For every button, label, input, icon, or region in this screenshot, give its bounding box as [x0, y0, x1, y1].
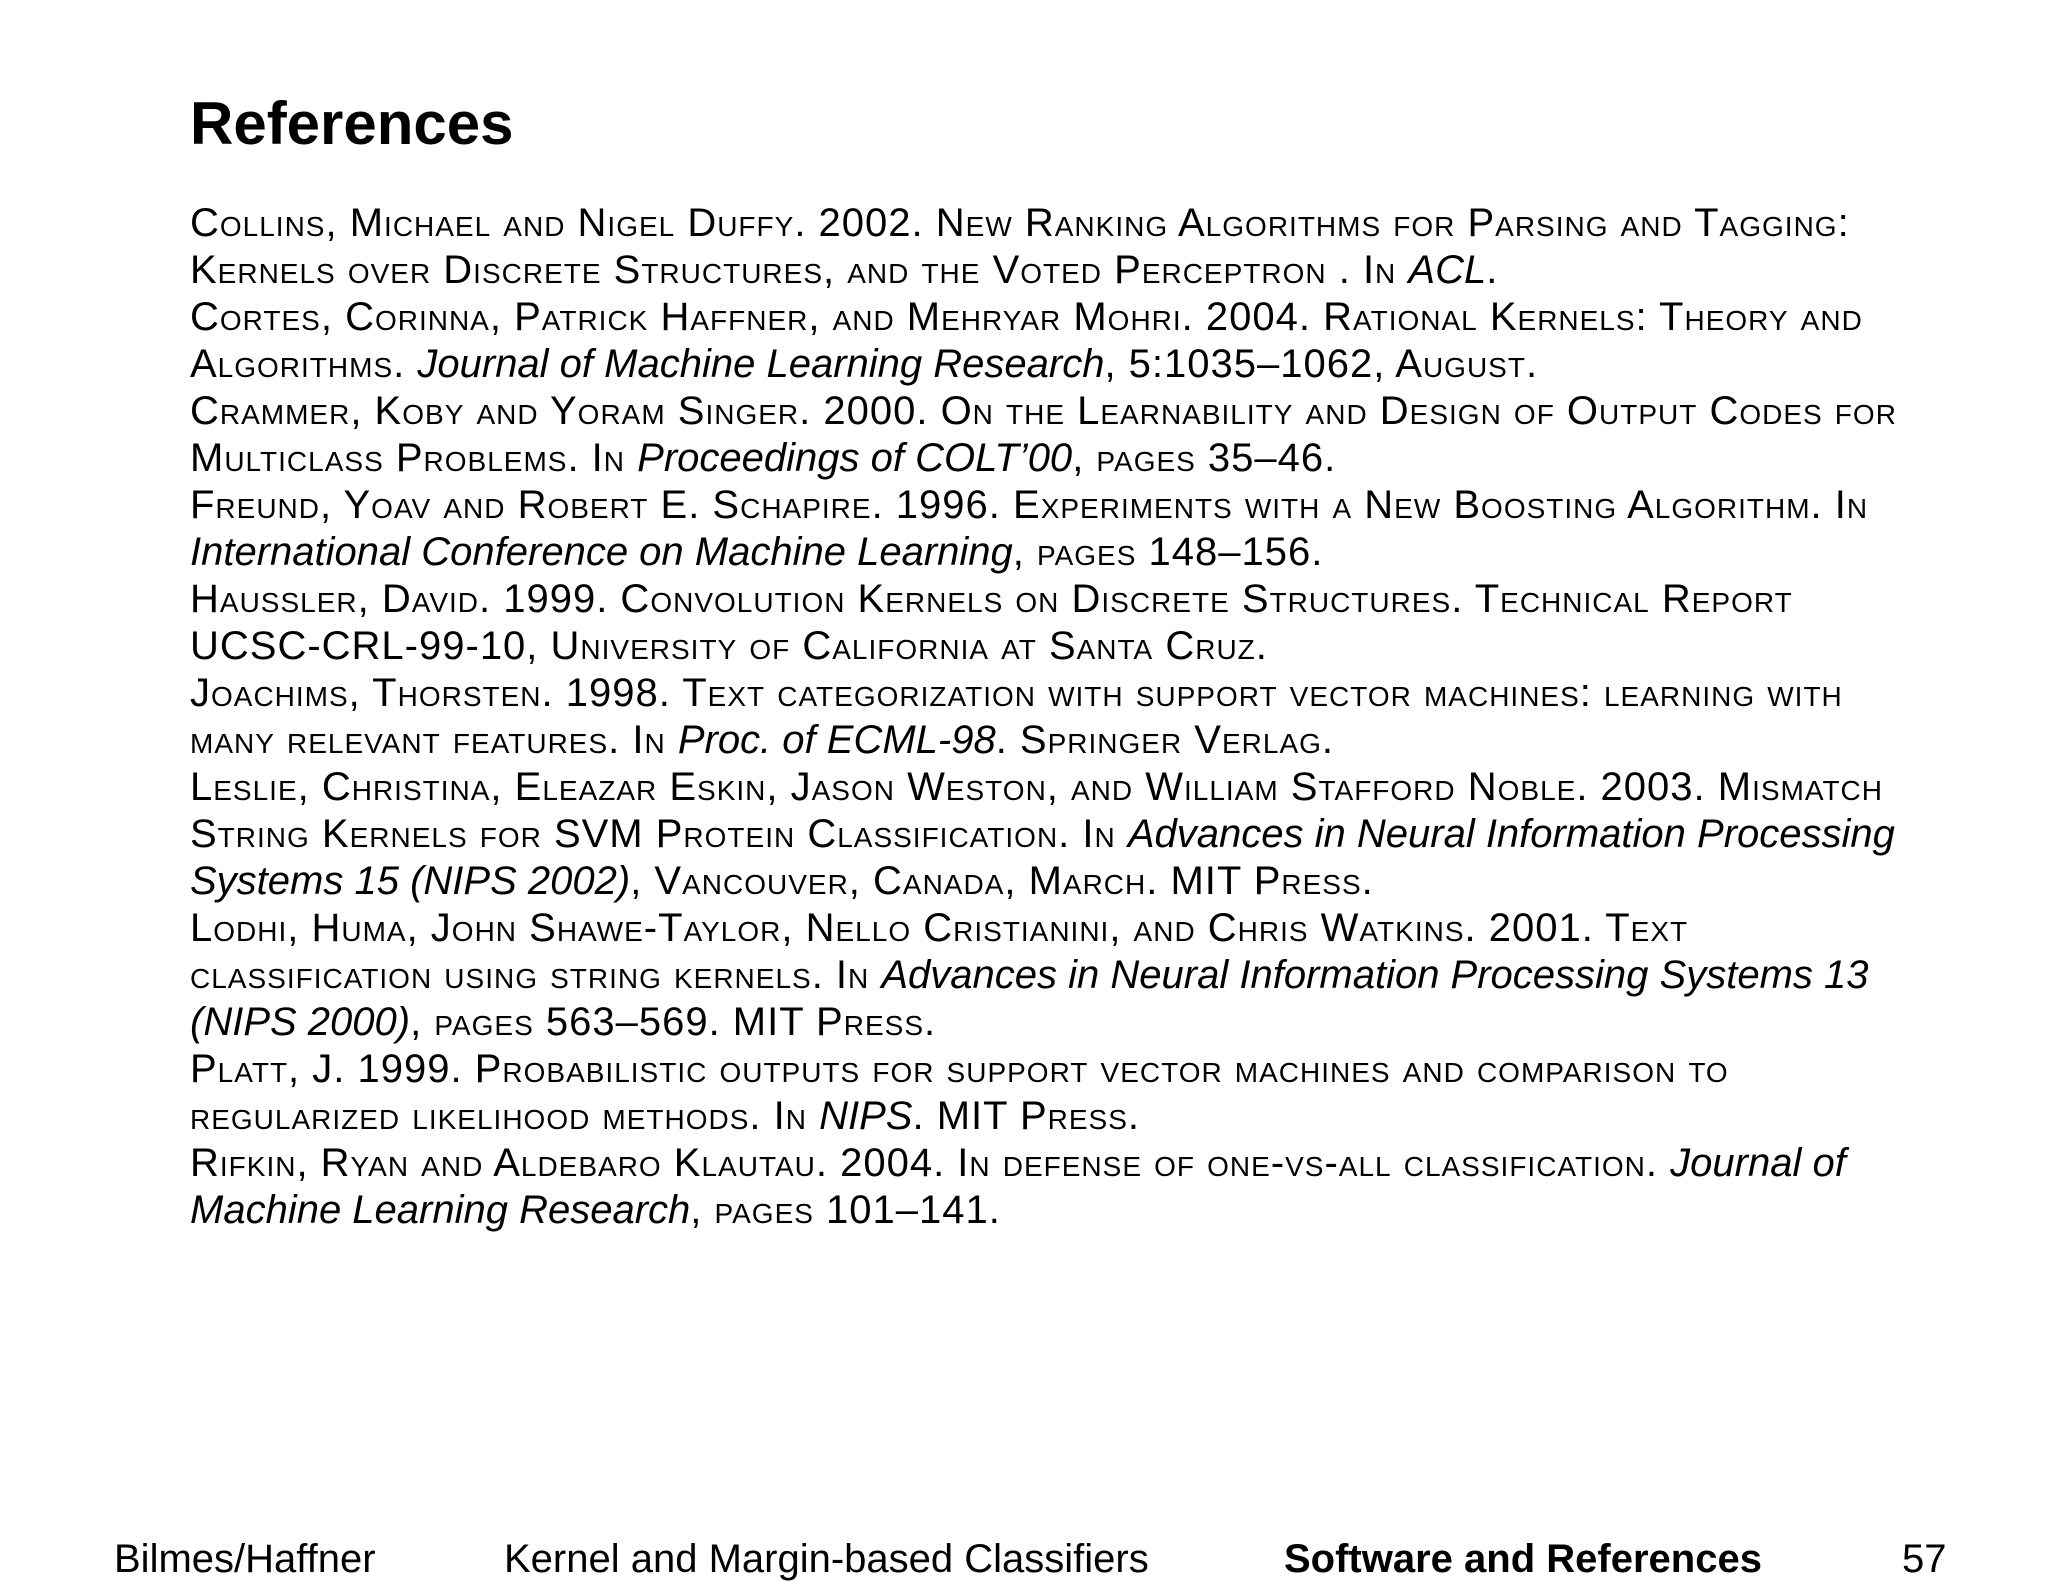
reference-item — [190, 1046, 1910, 1140]
footer — [0, 1536, 2048, 1582]
reference-text: Lodhi, Huma, John Shawe-Taylor, Nello Cristianini, and Chris Watkins. 2001. Text classification using string kernels. In — [190, 906, 1689, 997]
reference-venue: Proc. of ECML-98 — [677, 718, 996, 762]
reference-text: Collins, Michael and Nigel Duffy. 2002. New Ranking Algorithms for Parsing and Tagging: Kernels over Discrete Structures, and the Voted Perceptron . In — [190, 201, 1850, 292]
reference-tail: , pages 101–141. — [690, 1188, 1001, 1232]
page-title: References — [190, 90, 514, 157]
reference-venue: ACL — [1408, 248, 1487, 292]
reference-text: Crammer, Koby and Yoram Singer. 2000. On the Learnability and Design of Output Codes for Multiclass Problems. In — [190, 389, 1897, 480]
reference-text: Cortes, Corinna, Patrick Haffner, and Mehryar Mohri. 2004. Rational Kernels: Theory and Algorithms. — [190, 295, 1863, 386]
reference-list — [190, 200, 1910, 1234]
reference-text: Haussler, David. 1999. Convolution Kernels on Discrete Structures. Technical Report UCSC-CRL-99-10, University of California at Santa Cruz. — [190, 577, 1793, 668]
reference-venue: NIPS — [819, 1094, 913, 1138]
reference-tail: . MIT Press. — [912, 1094, 1140, 1138]
reference-item — [190, 200, 1910, 294]
reference-tail: . Springer Verlag. — [995, 718, 1335, 762]
reference-tail: , pages 563–569. MIT Press. — [410, 1000, 937, 1044]
reference-text: Platt, J. 1999. Probabilistic outputs for support vector machines and comparison to regularized likelihood methods. In — [190, 1047, 1729, 1138]
reference-item — [190, 764, 1910, 905]
reference-tail: , Vancouver, Canada, March. MIT Press. — [630, 859, 1374, 903]
reference-venue: International Conference on Machine Learning — [190, 530, 1013, 574]
reference-item — [190, 482, 1910, 576]
page-number: 57 — [1902, 1537, 1947, 1581]
reference-item — [190, 1140, 1910, 1234]
reference-venue: Journal of Machine Learning Research — [190, 1141, 1846, 1232]
reference-text: Leslie, Christina, Eleazar Eskin, Jason Weston, and William Stafford Noble. 2003. Mismatch String Kernels for SVM Protein Classification. In — [190, 765, 1884, 856]
reference-text: Rifkin, Ryan and Aldebaro Klautau. 2004. In defense of one-vs-all classification. — [190, 1141, 1671, 1185]
footer-course-title: Kernel and Margin-based Classifiers — [504, 1537, 1149, 1581]
reference-tail: , 5:1035–1062, August. — [1104, 342, 1539, 386]
reference-tail: , pages 35–46. — [1072, 436, 1337, 480]
reference-venue: Advances in Neural Information Processing Systems 15 (NIPS 2002) — [190, 812, 1895, 903]
footer-section: Software and References — [1284, 1537, 1762, 1581]
reference-venue: Proceedings of COLT’00 — [637, 436, 1073, 480]
reference-item — [190, 388, 1910, 482]
reference-item — [190, 905, 1910, 1046]
reference-item — [190, 670, 1910, 764]
reference-text: Freund, Yoav and Robert E. Schapire. 1996. Experiments with a New Boosting Algorithm. In — [190, 483, 1869, 527]
reference-item — [190, 576, 1910, 670]
footer-authors: Bilmes/Haffner — [114, 1537, 376, 1581]
reference-venue: Advances in Neural Information Processing Systems 13 (NIPS 2000) — [190, 953, 1869, 1044]
reference-text: Joachims, Thorsten. 1998. Text categorization with support vector machines: learning with many relevant features. In — [190, 671, 1843, 762]
reference-tail: , pages 148–156. — [1012, 530, 1324, 574]
reference-tail: . — [1486, 248, 1499, 292]
reference-item — [190, 294, 1910, 388]
reference-venue: Journal of Machine Learning Research — [417, 342, 1105, 386]
